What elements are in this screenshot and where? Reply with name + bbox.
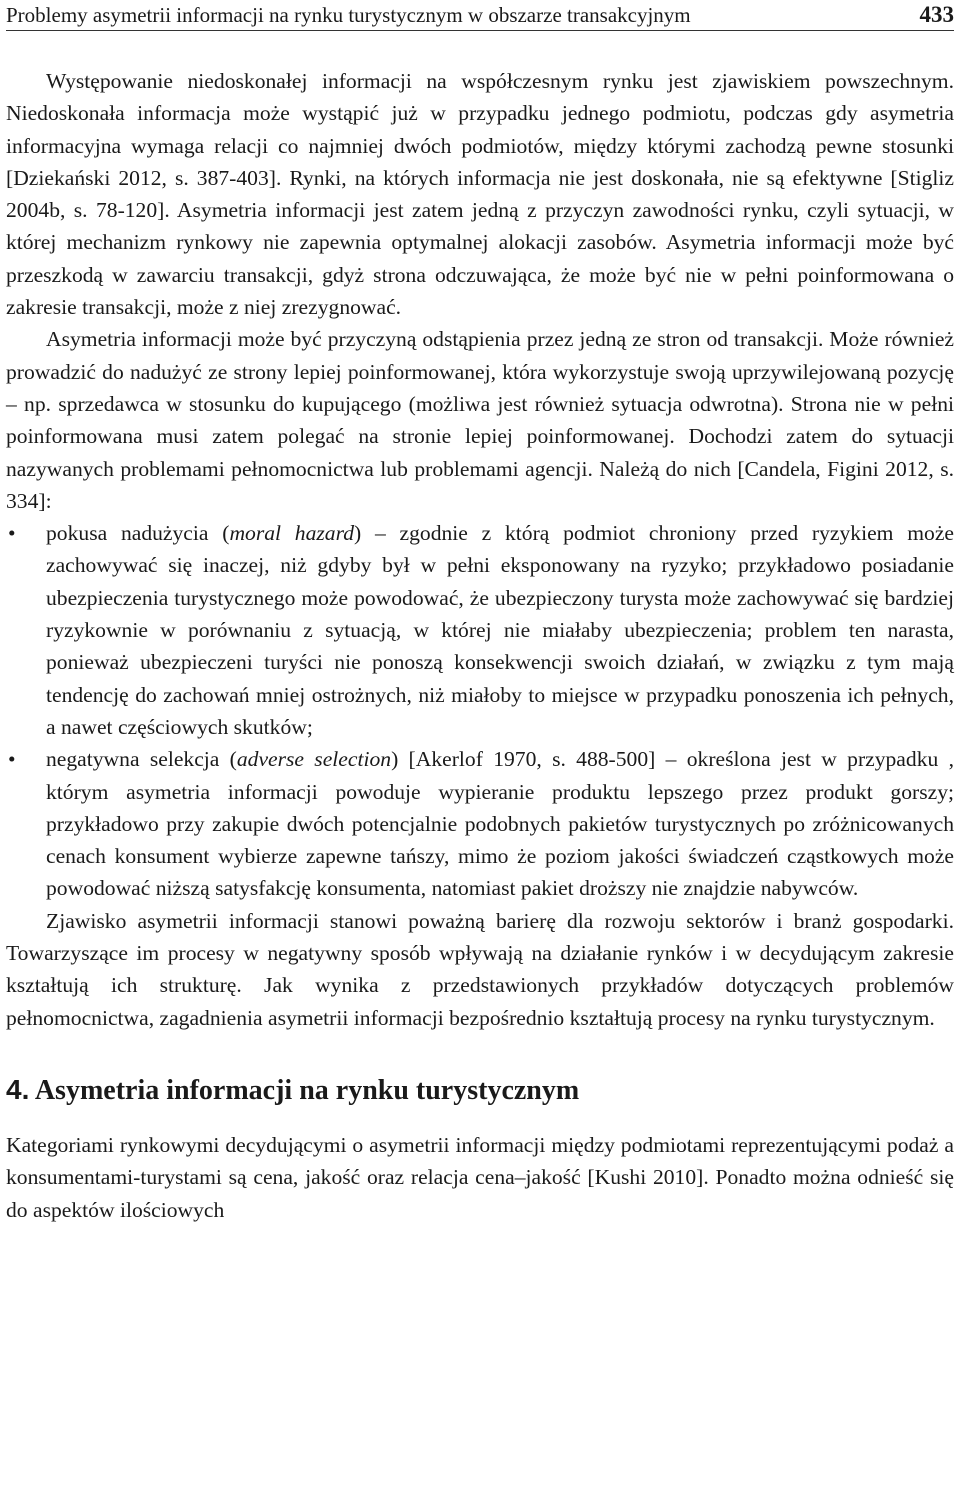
- paragraph-4: Kategoriami rynkowymi decydującymi o asymetrii informacji między podmiotami reprezentującymi podaż a konsumentami-turystami są cena, jakość oraz relacja cena–jakość [Kushi 2010]. Ponadto można odnieść się do aspektów ilościowych: [6, 1132, 954, 1222]
- running-title: Problemy asymetrii informacji na rynku turystycznym w obszarze transakcyjnym: [6, 3, 691, 27]
- paragraph-1: Występowanie niedoskonałej informacji na współczesnym rynku jest zjawiskiem powszechnym. Niedoskonała informacja może wystąpić już w przypadku jednego podmiotu, podczas gdy asymetria informacyjna wymaga relacji co najmniej dwóch podmiotów, między którymi zachodzą pewne stosunki [Dziekański 2012, s. 387-403]. Rynki, na których informacja nie jest doskonała, nie są efektywne [Stigliz 2004b, s. 78-120]. Asymetria informacji jest zatem jedną z przyczyn zawodności rynku, czyli sytuacji, w której mechanizm rynkowy nie zapewnia optymalnej alokacji zasobów. Asymetria informacji może być przeszkodą w zawarciu transakcji, gdyż strona odczuwająca, że może być nie w pełni poinformowana o zakresie transakcji, może z niej zrezygnować.: [6, 69, 954, 320]
- bullet-term: moral hazard: [229, 521, 354, 546]
- bullet-text-before: pokusa nadużycia (: [46, 521, 230, 546]
- bullet-icon: •: [8, 521, 16, 546]
- section-number: 4.: [6, 1073, 30, 1105]
- page-number: 433: [919, 2, 954, 27]
- bullet-list: [6, 517, 954, 905]
- bullet-text-after: ) – zgodnie z którą podmiot chroniony przed ryzykiem może zachowywać się inaczej, niż gdyby był w pełni eksponowany na ryzyko; przykładowo posiadanie ubezpieczenia turystycznego może powodować, że ubezpieczony turysta może zachowywać się bardziej ryzykownie w porównaniu z sytuacją, w której nie miałaby ubezpieczenia; problem ten narasta, ponieważ ubezpieczeni turyści nie ponoszą konsekwencji swoich działań, w związku z tym mają tendencję do zachowań mniej ostrożnych, niż miałoby to miejsce w przypadku ponoszenia ich pełnych, a nawet częściowych skutków;: [46, 521, 955, 739]
- bullet-text-after: ) [Akerlof 1970, s. 488-500] – określona jest w przypadku , którym asymetria informacji powoduje wypieranie produktu lepszego przez produkt gorszy; przykładowo przy zakupie dwóch potencjalnie podobnych pakietów turystycznych po zróżnicowanych cenach konsument wybierze zapewne tańszy, mimo że poziom jakości świadczeń cząstkowych może powodować niższą satysfakcję konsumenta, natomiast pakiet droższy nie znajdzie nabywców.: [46, 747, 954, 901]
- paragraph-2: Asymetria informacji może być przyczyną odstąpienia przez jedną ze stron od transakcji. Może również prowadzić do nadużyć ze strony lepiej poinformowanej, która wykorzystuje swoją uprzywilejowaną pozycję – np. sprzedawca w stosunku do kupującego (możliwa jest również sytuacja odwrotna). Strona nie w pełni poinformowana musi zatem polegać na stronie lepiej poinformowanej. Dochodzi zatem do sytuacji nazywanych problemami pełnomocnictwa lub problemami agencji. Należą do nich [Candela, Figini 2012, s. 334]:: [6, 327, 954, 513]
- paragraph-3: Zjawisko asymetrii informacji stanowi poważną barierę dla rozwoju sektorów i branż gospodarki. Towarzyszące im procesy w negatywny sposób wpływają na działanie rynków i w decydującym zakresie kształtują ich strukturę. Jak wynika z przedstawionych przykładów dotyczących problemów pełnomocnictwa, zagadnienia asymetrii informacji bezpośrednio kształtują procesy na rynku turystycznym.: [6, 908, 954, 1030]
- section-heading: [6, 1074, 954, 1107]
- bullet-icon: •: [8, 747, 16, 772]
- bullet-text-before: negatywna selekcja (: [46, 747, 237, 772]
- running-header: [6, 0, 954, 31]
- list-item: [6, 743, 954, 904]
- bullet-term: adverse selection: [236, 747, 392, 772]
- section-title: Asymetria informacji na rynku turystycznym: [34, 1074, 580, 1106]
- body-text: [6, 65, 954, 1226]
- list-item: [6, 517, 954, 743]
